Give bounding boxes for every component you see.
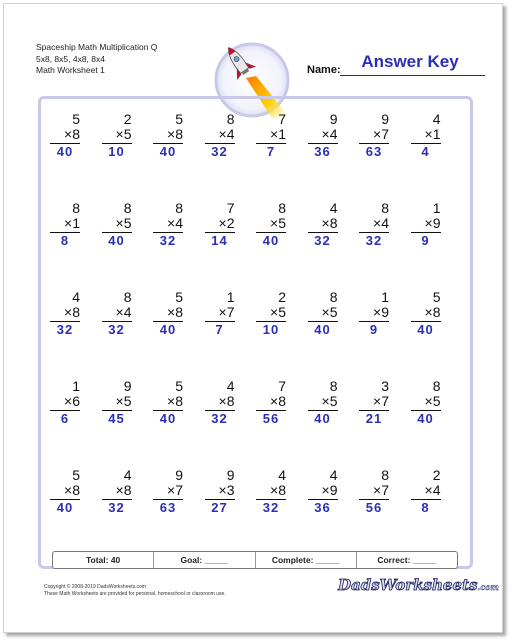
problem-answer: 32 <box>56 322 74 337</box>
problem-answer: 9 <box>369 322 379 337</box>
problem-multiplicand: 2 <box>432 467 441 483</box>
correct-field: Correct: _____ <box>356 552 457 568</box>
problem-multiplicand: 8 <box>381 467 389 483</box>
problem-multiplier: ×9 <box>373 304 389 320</box>
problem-multiplicand: 8 <box>278 200 286 216</box>
problem-multiplier: ×8 <box>321 215 338 231</box>
problem-multiplier: ×5 <box>424 393 441 409</box>
problem-multiplicand: 7 <box>278 378 286 394</box>
name-label: Name: <box>307 64 341 76</box>
problem-multiplicand: 8 <box>175 200 183 216</box>
problem <box>102 112 132 159</box>
problem <box>411 379 441 426</box>
problem <box>308 468 338 515</box>
problem <box>256 468 286 515</box>
problem-multiplier: ×5 <box>321 393 338 409</box>
worksheet-number: Math Worksheet 1 <box>36 65 105 75</box>
problem-multiplier: ×4 <box>321 126 338 142</box>
problem <box>308 379 338 426</box>
problem <box>256 201 286 248</box>
total-field: Total: 40 <box>85 555 121 565</box>
problem-multiplier: ×5 <box>115 126 132 142</box>
problem-multiplicand: 9 <box>226 467 235 483</box>
problem-multiplier: ×4 <box>218 126 235 142</box>
problem-multiplier: ×5 <box>270 304 286 320</box>
problem <box>102 468 132 515</box>
problem-multiplier: ×2 <box>218 215 235 231</box>
worksheet-title: Spaceship Math Multiplication Q <box>36 42 158 52</box>
problem <box>102 290 132 337</box>
problem-answer: 8 <box>421 500 430 515</box>
problem-multiplicand: 1 <box>432 200 441 216</box>
score-box <box>52 551 458 569</box>
problem-multiplier: ×5 <box>115 393 132 409</box>
problem-multiplicand: 4 <box>329 200 338 216</box>
problem-answer: 40 <box>417 411 434 426</box>
problem-multiplier: ×7 <box>373 393 389 409</box>
problem-multiplicand: 8 <box>72 200 80 216</box>
problem-multiplier: ×7 <box>218 304 235 320</box>
goal-field: Goal: _____ <box>153 552 254 568</box>
worksheet-title-block <box>36 42 157 77</box>
usage-notice: These Math Worksheets are provided for personal, homeschool or classroom use. <box>44 590 226 597</box>
problem <box>411 468 441 515</box>
problem <box>50 468 80 515</box>
problem-answer: 63 <box>365 144 383 159</box>
problem-multiplicand: 4 <box>432 111 441 127</box>
dadsworksheets-logo <box>338 576 499 594</box>
problem-answer: 10 <box>108 144 125 159</box>
problem <box>50 201 80 248</box>
problem <box>359 290 389 337</box>
problem <box>308 290 338 337</box>
answer-key-title: Answer Key <box>361 52 459 71</box>
problem-multiplier: ×8 <box>167 126 183 142</box>
problem-multiplier: ×8 <box>115 482 132 498</box>
problem <box>359 201 389 248</box>
problem-answer: 40 <box>159 144 177 159</box>
complete-field: Complete: _____ <box>255 552 356 568</box>
problem-multiplicand: 4 <box>226 378 235 394</box>
problem-multiplicand: 8 <box>329 289 338 305</box>
problem-multiplicand: 5 <box>175 289 183 305</box>
problem <box>359 112 389 159</box>
problem <box>50 112 80 159</box>
problem-answer: 40 <box>417 322 434 337</box>
problem-multiplier: ×4 <box>167 215 183 231</box>
problem <box>153 112 183 159</box>
problem-multiplicand: 8 <box>329 378 338 394</box>
problem-answer: 7 <box>266 144 276 159</box>
problem <box>153 290 183 337</box>
problem-multiplier: ×4 <box>373 215 389 231</box>
problem-answer: 7 <box>215 322 224 337</box>
problem-answer: 40 <box>56 500 74 515</box>
problem-answer: 40 <box>159 322 177 337</box>
problem-multiplicand: 4 <box>123 467 132 483</box>
problem-multiplicand: 8 <box>226 111 235 127</box>
problem-multiplicand: 4 <box>329 467 338 483</box>
problem-answer: 32 <box>211 144 228 159</box>
problem <box>205 112 235 159</box>
problem-multiplier: ×5 <box>115 215 132 231</box>
problem-answer: 56 <box>365 500 383 515</box>
problem-answer: 40 <box>56 144 74 159</box>
problem-multiplicand: 1 <box>226 289 235 305</box>
problem-multiplier: ×7 <box>373 126 389 142</box>
problem-multiplier: ×8 <box>167 304 183 320</box>
problem-multiplier: ×8 <box>64 126 80 142</box>
problem-multiplier: ×5 <box>321 304 338 320</box>
problem <box>153 468 183 515</box>
problem-answer: 40 <box>314 411 331 426</box>
problem-answer: 32 <box>211 411 228 426</box>
problem-answer: 36 <box>314 144 331 159</box>
problem-multiplier: ×9 <box>424 215 441 231</box>
problem-multiplier: ×7 <box>373 482 389 498</box>
problem-answer: 32 <box>108 500 125 515</box>
problem-multiplicand: 2 <box>278 289 286 305</box>
problem <box>411 201 441 248</box>
problem-multiplicand: 5 <box>175 378 183 394</box>
problem-answer: 32 <box>108 322 125 337</box>
problem-multiplicand: 9 <box>175 467 183 483</box>
problem-multiplier: ×6 <box>64 393 80 409</box>
problem-answer: 32 <box>314 233 331 248</box>
problem-answer: 40 <box>262 233 280 248</box>
problem-answer: 21 <box>365 411 383 426</box>
problem <box>153 379 183 426</box>
problem-multiplier: ×1 <box>424 126 441 142</box>
problem-answer: 56 <box>262 411 280 426</box>
problem-multiplicand: 5 <box>175 111 183 127</box>
problem-answer: 45 <box>108 411 125 426</box>
worksheet-subtitle: 5x8, 8x5, 4x8, 8x4 <box>36 53 105 64</box>
problem-multiplicand: 8 <box>123 289 132 305</box>
problem-answer: 40 <box>108 233 125 248</box>
name-line <box>340 75 485 76</box>
problem-multiplicand: 9 <box>123 378 132 394</box>
problem-multiplicand: 9 <box>381 111 389 127</box>
problem-multiplier: ×8 <box>270 393 286 409</box>
problem-multiplicand: 9 <box>329 111 338 127</box>
problem-multiplier: ×7 <box>167 482 183 498</box>
problem <box>256 112 286 159</box>
problem-multiplicand: 8 <box>432 378 441 394</box>
problem <box>256 290 286 337</box>
problem-answer: 9 <box>421 233 430 248</box>
problem-answer: 32 <box>159 233 177 248</box>
logo-main: DadsWorksheets <box>338 576 478 594</box>
problem-multiplier: ×1 <box>64 215 80 231</box>
problem-multiplier: ×8 <box>64 304 80 320</box>
problem-answer: 6 <box>60 411 70 426</box>
problem-multiplier: ×3 <box>218 482 235 498</box>
copyright-line: Copyright © 2008-2019 DadsWorksheets.com <box>44 584 146 590</box>
problem-multiplicand: 5 <box>432 289 441 305</box>
problem <box>102 379 132 426</box>
problem-multiplicand: 3 <box>381 378 389 394</box>
problem-multiplicand: 5 <box>72 467 80 483</box>
problem-answer: 32 <box>365 233 383 248</box>
logo-suffix: .com <box>477 582 499 592</box>
problem-multiplier: ×4 <box>115 304 132 320</box>
problem-answer: 40 <box>159 411 177 426</box>
problem <box>205 201 235 248</box>
problem-answer: 36 <box>314 500 331 515</box>
problem-multiplier: ×8 <box>64 482 80 498</box>
problem <box>411 112 441 159</box>
problem-multiplicand: 2 <box>123 111 132 127</box>
problem-multiplicand: 7 <box>278 111 286 127</box>
problem-answer: 40 <box>314 322 331 337</box>
problem <box>205 468 235 515</box>
problem-multiplier: ×8 <box>218 393 235 409</box>
problem-multiplicand: 1 <box>72 378 80 394</box>
problem <box>50 290 80 337</box>
problem-multiplier: ×9 <box>321 482 338 498</box>
problem <box>102 201 132 248</box>
problem-multiplier: ×8 <box>424 304 441 320</box>
problem-multiplier: ×1 <box>270 126 286 142</box>
problem <box>411 290 441 337</box>
problem-multiplicand: 4 <box>278 467 286 483</box>
problem-multiplicand: 7 <box>226 200 235 216</box>
problem-answer: 63 <box>159 500 177 515</box>
problem <box>359 468 389 515</box>
problem-multiplier: ×8 <box>167 393 183 409</box>
problem <box>308 112 338 159</box>
problem-multiplier: ×8 <box>270 482 286 498</box>
problem <box>256 379 286 426</box>
problem-multiplicand: 1 <box>381 289 389 305</box>
problem-multiplier: ×4 <box>424 482 441 498</box>
problem-multiplicand: 4 <box>72 289 80 305</box>
problem-answer: 10 <box>262 322 280 337</box>
problem-multiplicand: 5 <box>72 111 80 127</box>
problem-answer: 27 <box>211 500 228 515</box>
problem-answer: 32 <box>262 500 280 515</box>
problem-answer: 4 <box>421 144 430 159</box>
problem-answer: 14 <box>211 233 228 248</box>
problem <box>308 201 338 248</box>
problem-multiplier: ×5 <box>270 215 286 231</box>
problem-multiplicand: 8 <box>381 200 389 216</box>
problem <box>205 290 235 337</box>
copyright-block <box>44 584 226 597</box>
problem <box>50 379 80 426</box>
problem <box>205 379 235 426</box>
problem <box>153 201 183 248</box>
problem-answer: 8 <box>60 233 70 248</box>
problem-multiplicand: 8 <box>123 200 132 216</box>
problem <box>359 379 389 426</box>
